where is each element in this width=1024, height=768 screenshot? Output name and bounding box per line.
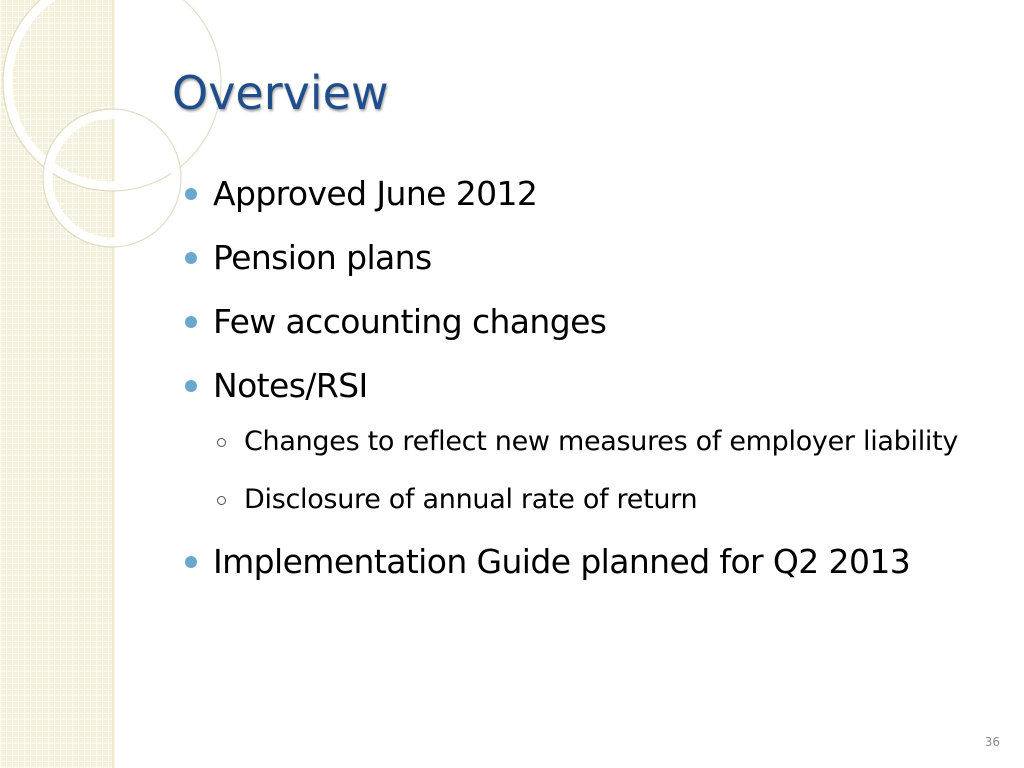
bullet-text: Approved June 2012 (213, 174, 538, 213)
bullet-text: Implementation Guide planned for Q2 2013 (213, 542, 911, 581)
decorative-side-panel (0, 0, 115, 768)
bullet-text: Pension plans (213, 238, 432, 277)
bullet-item (184, 236, 994, 280)
bullet-item (184, 172, 994, 216)
bullet-text: Few accounting changes (213, 302, 607, 341)
sub-bullet-ring-icon (217, 438, 226, 447)
bullet-dot-icon (185, 188, 197, 200)
slide-title: Overview (172, 66, 389, 120)
bullet-dot-icon (185, 380, 197, 392)
bullet-dot-icon (185, 252, 197, 264)
bullet-item (184, 364, 994, 408)
bullet-list (184, 172, 994, 604)
bullet-item (184, 540, 994, 584)
sub-bullet-ring-icon (217, 496, 226, 505)
bullet-text: Notes/RSI (213, 366, 368, 405)
sub-bullet-text: Changes to reflect new measures of employer liability (244, 426, 959, 457)
page-number: 36 (984, 735, 1000, 749)
sub-bullet-item (216, 480, 994, 520)
bullet-dot-icon (185, 316, 197, 328)
bullet-item (184, 300, 994, 344)
sub-bullet-text: Disclosure of annual rate of return (244, 484, 698, 515)
sub-bullet-item (216, 422, 994, 462)
side-panel-edge (112, 0, 115, 768)
bullet-dot-icon (185, 556, 197, 568)
sub-bullet-list (216, 422, 994, 520)
